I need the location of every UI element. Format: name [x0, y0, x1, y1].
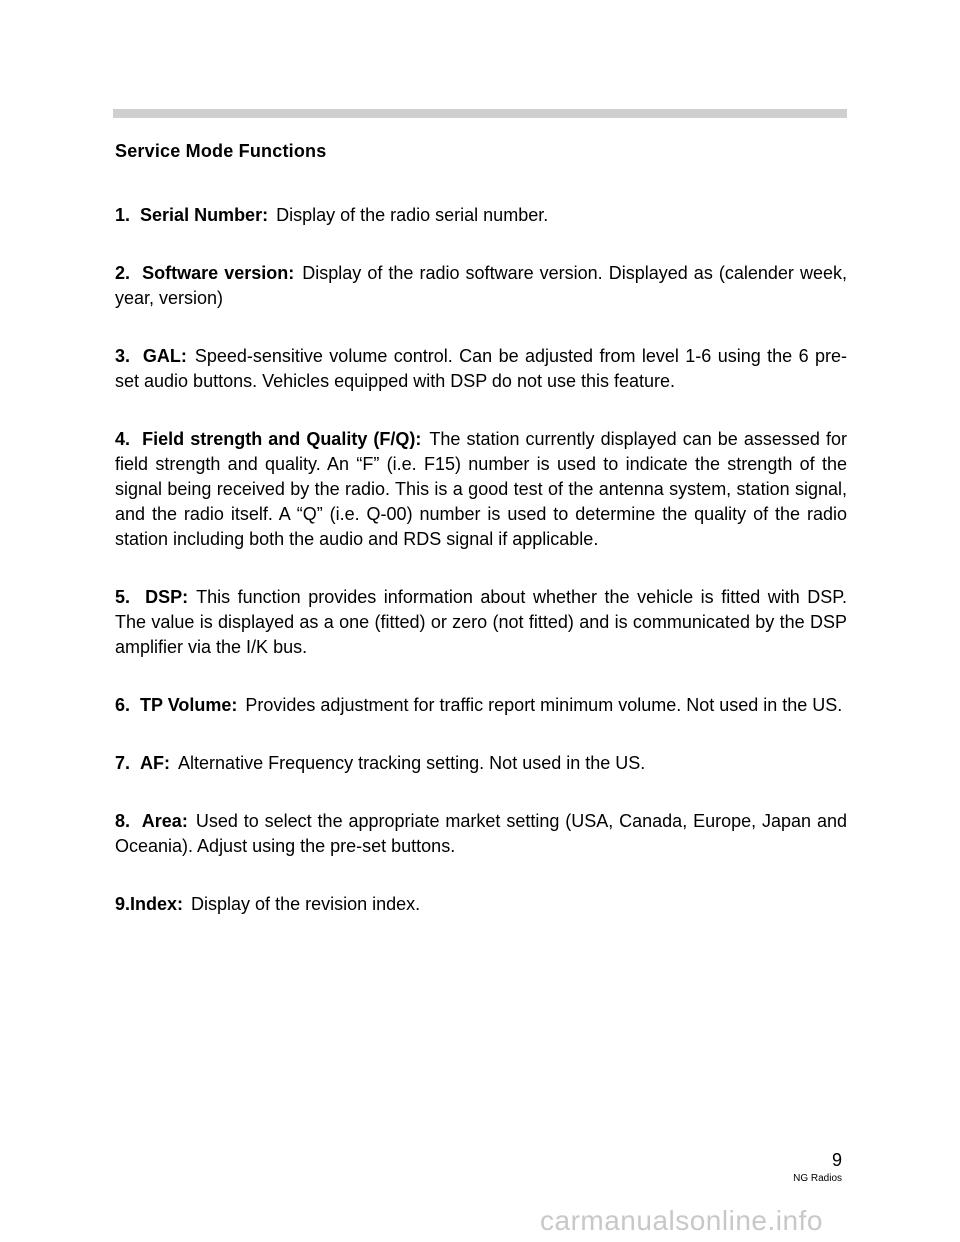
footer-label: NG Radios: [793, 1173, 842, 1184]
item-term: TP Volume:: [140, 695, 238, 715]
list-item: [115, 892, 847, 917]
item-number: 7.: [115, 753, 131, 773]
item-term: AF:: [140, 753, 171, 773]
item-term: Software version:: [142, 263, 295, 283]
list-item: [115, 751, 847, 776]
item-number: 3.: [115, 346, 131, 366]
item-description: Used to select the appropriate market setting (USA, Canada, Europe, Japan and Oceania). Adjust using the pre-set buttons.: [115, 811, 847, 856]
item-description: Display of the radio software version. Displayed as (calender week, year, version): [115, 263, 847, 308]
item-number: 9.: [115, 894, 131, 914]
item-number: 1.: [115, 205, 131, 225]
list-item: [115, 427, 847, 552]
item-description: Alternative Frequency tracking setting. Not used in the US.: [178, 753, 646, 773]
item-number: 5.: [115, 587, 131, 607]
list-item: [115, 344, 847, 394]
section-title: Service Mode Functions: [115, 141, 327, 161]
item-description: Speed-sensitive volume control. Can be adjusted from level 1-6 using the 6 pre-set audio buttons. Vehicles equipped with DSP do not use this feature.: [115, 346, 847, 391]
item-term: Field strength and Quality (F/Q):: [142, 429, 422, 449]
watermark: carmanualsonline.info: [540, 1205, 823, 1236]
list-item: [115, 693, 847, 718]
item-term: Index:: [130, 894, 184, 914]
item-number: 4.: [115, 429, 131, 449]
item-description: Display of the revision index.: [191, 894, 421, 914]
item-description: Provides adjustment for traffic report minimum volume. Not used in the US.: [245, 695, 843, 715]
list-item: [115, 585, 847, 660]
item-term: DSP:: [145, 587, 189, 607]
list-item: [115, 809, 847, 859]
item-description: Display of the radio serial number.: [276, 205, 549, 225]
top-divider: [113, 109, 847, 118]
list-item: [115, 261, 847, 311]
item-term: GAL:: [142, 346, 187, 366]
page-number: 9: [831, 1150, 842, 1170]
item-number: 6.: [115, 695, 131, 715]
list-item: [115, 203, 847, 228]
function-list: [115, 203, 847, 950]
item-number: 2.: [115, 263, 131, 283]
item-term: Area:: [141, 811, 188, 831]
item-term: Serial Number:: [140, 205, 269, 225]
item-description: The station currently displayed can be assessed for field strength and quality. An “F” (i.e. F15) number is used to indicate the strength of the signal being received by the radio. This is a good test of the antenna system, station signal, and the radio itself. A “Q” (i.e. Q-00) number is used to determine the quality of the radio station including both the audio and RDS signal if applicable.: [115, 429, 847, 549]
item-description: This function provides information about whether the vehicle is fitted with DSP. The value is displayed as a one (fitted) or zero (not fitted) and is communicated by the DSP amplifier via the I/K bus.: [115, 587, 847, 657]
item-number: 8.: [115, 811, 131, 831]
